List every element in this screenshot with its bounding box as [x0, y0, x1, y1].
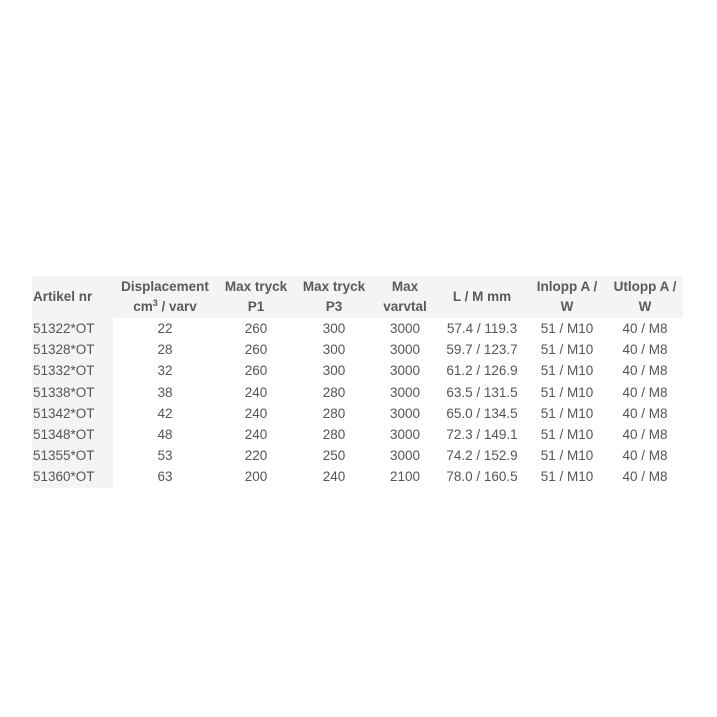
cell-displacement: 63 [157, 469, 173, 485]
cell-displacement: 32 [157, 363, 173, 379]
header-max-tryck-p3 [295, 276, 373, 318]
table-row [32, 466, 683, 487]
header-inlet-line2: W [560, 299, 574, 314]
cell-displacement: 42 [157, 405, 173, 421]
cell-l-m-mm: 78.0 / 160.5 [446, 469, 518, 485]
table-row [32, 382, 683, 403]
cell-max-tryck-p1: 200 [244, 469, 268, 485]
cell-max-tryck-p3: 240 [322, 469, 346, 485]
cell-l-m-mm: 61.2 / 126.9 [446, 363, 518, 379]
cell-max-tryck-p3: 300 [322, 321, 346, 337]
cell-l-m-mm: 63.5 / 131.5 [446, 384, 518, 400]
table-row [32, 403, 683, 424]
header-p1-line2: P1 [247, 299, 265, 314]
table-row [32, 318, 683, 339]
cell-artikel: 51338*OT [32, 382, 113, 403]
header-displacement-unit-rest: / varv [157, 299, 197, 314]
header-row [32, 276, 683, 318]
cell-displacement: 22 [157, 321, 173, 337]
table-header [32, 276, 683, 318]
pump-spec-table [32, 276, 683, 488]
cell-max-varvtal: 3000 [389, 342, 421, 358]
cell-artikel: 51332*OT [32, 360, 113, 381]
cell-utlopp: 40 / M8 [622, 469, 668, 485]
cell-max-tryck-p3: 280 [322, 405, 346, 421]
cell-max-tryck-p3: 250 [322, 448, 346, 464]
cell-max-tryck-p1: 220 [244, 448, 268, 464]
cell-max-tryck-p1: 240 [244, 427, 268, 443]
header-p3-line2: P3 [325, 299, 343, 314]
cell-utlopp: 40 / M8 [622, 448, 668, 464]
cell-displacement: 38 [157, 384, 173, 400]
table-row [32, 339, 683, 360]
cell-max-tryck-p1: 240 [244, 405, 268, 421]
table-row [32, 445, 683, 466]
cell-inlopp: 51 / M10 [540, 405, 594, 421]
table-row [32, 424, 683, 445]
cell-inlopp: 51 / M10 [540, 448, 594, 464]
header-p3-line1: Max tryck [302, 279, 366, 294]
header-max-tryck-p1 [217, 276, 295, 318]
header-displacement [113, 276, 217, 318]
header-utlopp [607, 276, 683, 318]
header-displacement-label: Displacement [121, 279, 209, 294]
cell-displacement: 28 [157, 342, 173, 358]
cell-utlopp: 40 / M8 [622, 405, 668, 421]
header-rpm-line1: Max [391, 279, 419, 294]
cell-max-tryck-p3: 280 [322, 384, 346, 400]
header-inlet-line1: Inlopp A / [536, 279, 598, 294]
cell-artikel: 51342*OT [32, 403, 113, 424]
cell-inlopp: 51 / M10 [540, 363, 594, 379]
cell-artikel: 51360*OT [32, 466, 113, 487]
cell-artikel: 51322*OT [32, 318, 113, 339]
header-p1-line1: Max tryck [224, 279, 288, 294]
cell-max-varvtal: 2100 [389, 469, 421, 485]
cell-inlopp: 51 / M10 [540, 469, 594, 485]
cell-max-tryck-p3: 300 [322, 363, 346, 379]
cell-max-tryck-p3: 300 [322, 342, 346, 358]
table-body [32, 318, 683, 488]
cell-max-varvtal: 3000 [389, 448, 421, 464]
cell-max-tryck-p1: 260 [244, 321, 268, 337]
cell-max-varvtal: 3000 [389, 427, 421, 443]
cell-max-varvtal: 3000 [389, 384, 421, 400]
cell-utlopp: 40 / M8 [622, 384, 668, 400]
header-rpm-line2: varvtal [383, 299, 427, 314]
header-l-m-mm: L / M mm [437, 276, 527, 318]
cell-max-varvtal: 3000 [389, 321, 421, 337]
cell-l-m-mm: 57.4 / 119.3 [446, 321, 518, 337]
cell-displacement: 48 [157, 427, 173, 443]
cell-max-tryck-p1: 260 [244, 363, 268, 379]
cell-artikel: 51328*OT [32, 339, 113, 360]
header-outlet-line2: W [638, 299, 652, 314]
cell-l-m-mm: 59.7 / 123.7 [446, 342, 518, 358]
cell-artikel: 51355*OT [32, 445, 113, 466]
cell-inlopp: 51 / M10 [540, 321, 594, 337]
cell-max-tryck-p1: 260 [244, 342, 268, 358]
cell-inlopp: 51 / M10 [540, 384, 594, 400]
cell-utlopp: 40 / M8 [622, 427, 668, 443]
cell-max-varvtal: 3000 [389, 363, 421, 379]
cell-utlopp: 40 / M8 [622, 321, 668, 337]
cell-l-m-mm: 72.3 / 149.1 [446, 427, 518, 443]
header-inlopp [527, 276, 607, 318]
cell-utlopp: 40 / M8 [622, 363, 668, 379]
cell-utlopp: 40 / M8 [622, 342, 668, 358]
header-outlet-line1: Utlopp A / [613, 279, 677, 294]
cell-artikel: 51348*OT [32, 424, 113, 445]
cell-max-varvtal: 3000 [389, 405, 421, 421]
cell-displacement: 53 [157, 448, 173, 464]
table-row [32, 360, 683, 381]
cell-l-m-mm: 65.0 / 134.5 [446, 405, 518, 421]
header-displacement-unit-base: cm [133, 299, 153, 314]
cell-inlopp: 51 / M10 [540, 342, 594, 358]
header-artikel: Artikel nr [32, 276, 113, 318]
cell-max-tryck-p1: 240 [244, 384, 268, 400]
cell-inlopp: 51 / M10 [540, 427, 594, 443]
cell-l-m-mm: 74.2 / 152.9 [446, 448, 518, 464]
cell-max-tryck-p3: 280 [322, 427, 346, 443]
header-displacement-unit-sup: 3 [152, 298, 158, 308]
header-max-varvtal [373, 276, 437, 318]
